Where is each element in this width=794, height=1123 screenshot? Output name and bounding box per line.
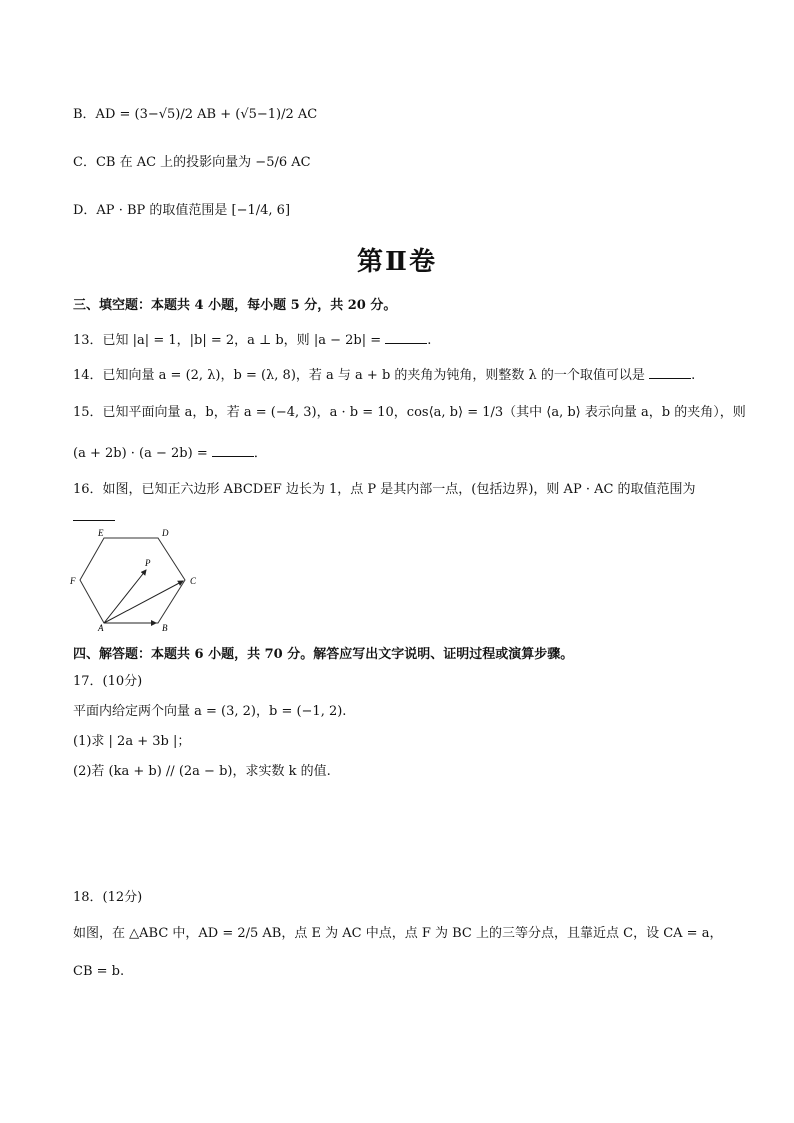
section-3-heading: 三、填空题：本题共 4 小题，每小题 5 分，共 20 分。 bbox=[73, 298, 397, 313]
label-p: P bbox=[145, 558, 151, 568]
option-b: B．AD = (3−√5)/2 AB + (√5−1)/2 AC bbox=[73, 107, 318, 122]
label-a: A bbox=[98, 623, 104, 632]
answer-blank bbox=[212, 444, 254, 457]
answer-blank bbox=[649, 366, 691, 379]
question-14-text: 14．已知向量 a = (2, λ)，b = (λ, 8)，若 a 与 a + b 的夹角为钝角，则整数 λ 的一个取值可以是 bbox=[73, 368, 645, 383]
question-13-text: 13．已知 |a| = 1，|b| = 2，a ⊥ b，则 |a − 2b| = bbox=[73, 333, 382, 348]
label-e: E bbox=[98, 528, 104, 538]
vector-ap bbox=[104, 570, 146, 623]
question-15-line-2: (a + 2b) · (a − 2b) = ． bbox=[73, 446, 267, 461]
question-17-part-2: (2)若 (ka + b) // (2a − b)，求实数 k 的值. bbox=[73, 764, 331, 779]
section-4-heading: 四、解答题：本题共 6 小题，共 70 分。解答应写出文字说明、证明过程或演算步骤。 bbox=[73, 647, 574, 662]
answer-blank bbox=[73, 508, 115, 521]
hexagon-outline bbox=[80, 538, 185, 623]
question-16: 16．如图，已知正六边形 ABCDEF 边长为 1，点 P 是其内部一点，(包括边界)，则 AP · AC 的取值范围为 bbox=[73, 482, 696, 497]
question-16-blank-line bbox=[73, 508, 734, 527]
label-b: B bbox=[162, 623, 168, 632]
option-c: C．CB 在 AC 上的投影向量为 −5/6 AC bbox=[73, 155, 311, 170]
question-14: 14．已知向量 a = (2, λ)，b = (λ, 8)，若 a 与 a + b 的夹角为钝角，则整数 λ 的一个取值可以是 . bbox=[73, 368, 696, 383]
question-15-line-1: 15．已知平面向量 a，b，若 a = (−4, 3)，a · b = 10，cos⟨a, b⟩ = 1/3（其中 ⟨a, b⟩ 表示向量 a，b 的夹角），则 bbox=[73, 405, 746, 420]
question-18-stem: 如图，在 △ABC 中，AD = 2/5 AB，点 E 为 AC 中点，点 F 为 BC 上的三等分点，且靠近点 C，设 CA = a， bbox=[73, 926, 723, 941]
question-13: 13．已知 |a| = 1，|b| = 2，a ⊥ b，则 |a − 2b| = . bbox=[73, 333, 432, 348]
label-c: C bbox=[190, 576, 197, 586]
question-17-part-1: (1)求 | 2a + 3b |； bbox=[73, 734, 191, 749]
label-d: D bbox=[162, 528, 169, 538]
question-18-header: 18．(12分) bbox=[73, 890, 143, 905]
hexagon-diagram bbox=[66, 528, 206, 632]
question-17-header: 17．(10分) bbox=[73, 674, 143, 689]
question-15-text: (a + 2b) · (a − 2b) = bbox=[73, 446, 208, 461]
option-d: D．AP · BP 的取值范围是 [−1/4, 6] bbox=[73, 203, 291, 218]
question-18-stem-2: CB = b. bbox=[73, 964, 125, 979]
label-f: F bbox=[70, 576, 76, 586]
part-title: 第Ⅱ卷 bbox=[357, 247, 437, 277]
question-17-stem: 平面内给定两个向量 a = (3, 2)，b = (−1, 2). bbox=[73, 704, 347, 719]
answer-blank bbox=[385, 331, 427, 344]
